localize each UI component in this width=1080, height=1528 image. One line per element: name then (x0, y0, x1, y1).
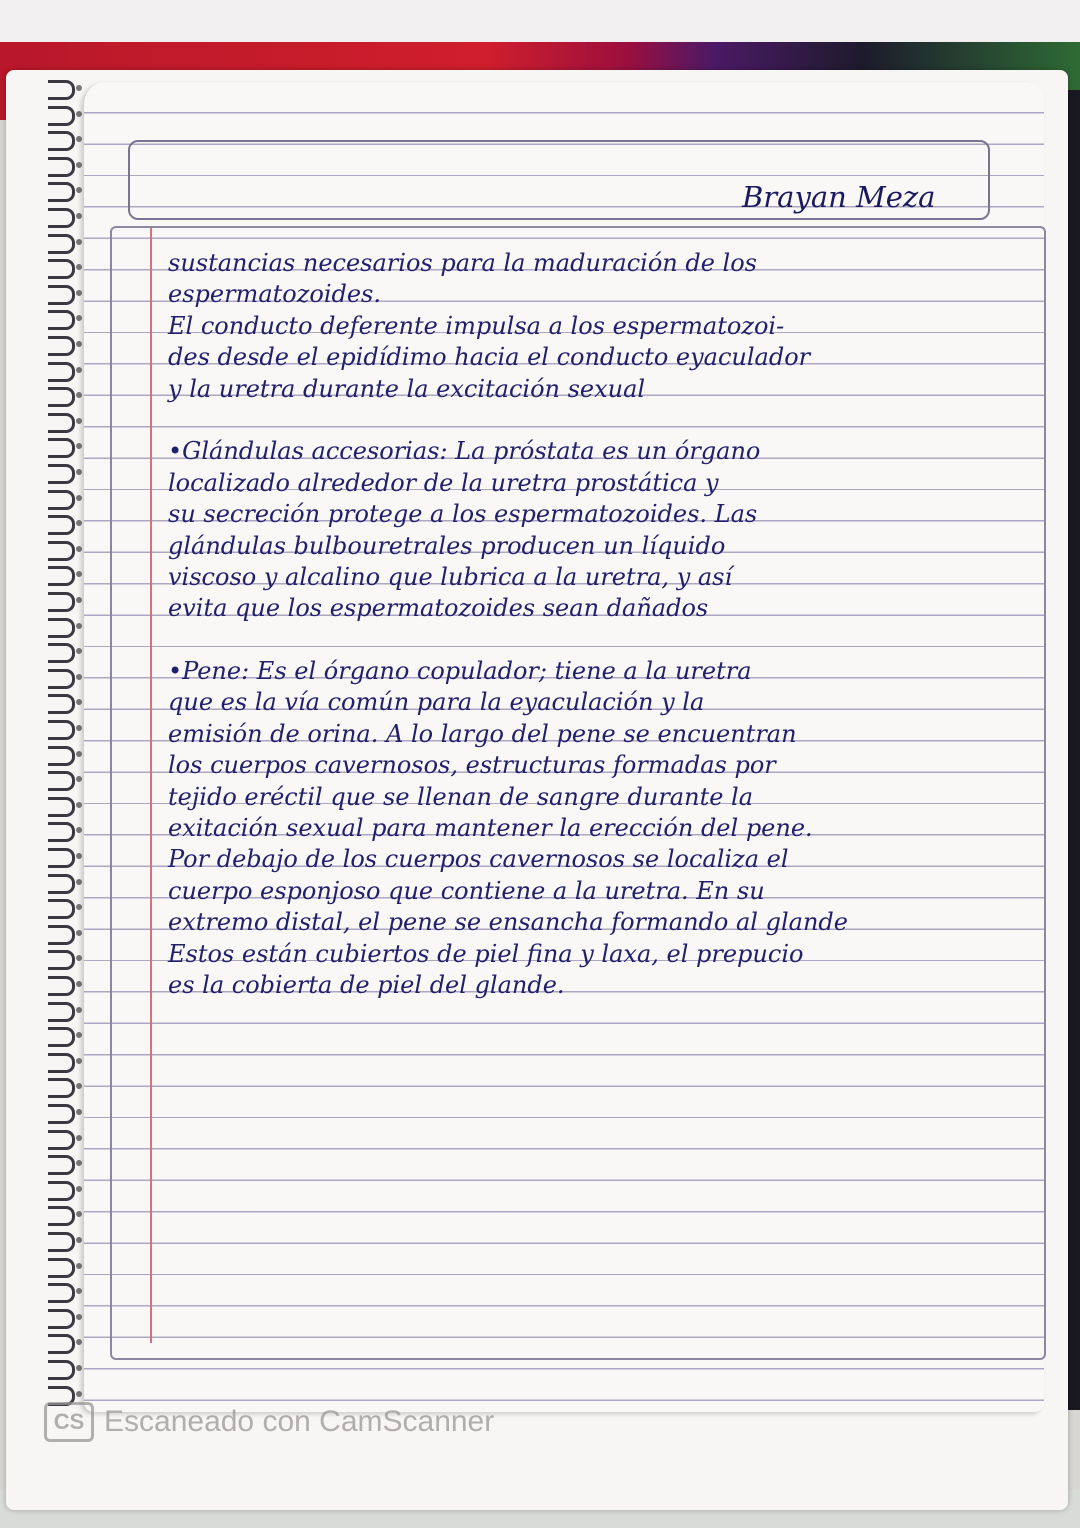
binding-hole (76, 1007, 82, 1013)
watermark-text: Escaneado con CamScanner (104, 1405, 495, 1438)
binding-ring (48, 541, 75, 561)
binding-ring (48, 464, 75, 484)
binding-ring (48, 592, 75, 612)
binding-hole (76, 1135, 82, 1141)
binding-ring (48, 797, 75, 817)
binding-hole (76, 1186, 82, 1192)
camscanner-watermark (44, 1402, 494, 1442)
binding-ring (48, 285, 75, 305)
binding-ring (48, 182, 75, 202)
text-line: tejido eréctil que se llenan de sangre durante la (168, 782, 754, 811)
binding-ring (48, 515, 75, 535)
binding-ring (48, 899, 75, 919)
binding-ring (48, 208, 75, 228)
binding-hole (76, 1391, 82, 1397)
binding-hole (76, 469, 82, 475)
binding-hole (76, 495, 82, 501)
binding-hole (76, 1365, 82, 1371)
binding-ring (48, 925, 75, 945)
paragraph-gap (168, 405, 1018, 436)
binding-hole (76, 853, 82, 859)
handwritten-text (168, 248, 1018, 1001)
binding-ring (48, 490, 75, 510)
binding-ring (48, 80, 75, 100)
paragraph-gap (168, 625, 1018, 656)
binding-ring (48, 259, 75, 279)
paragraph (168, 656, 1018, 1001)
binding-ring (48, 822, 75, 842)
binding-ring (48, 1130, 75, 1150)
binding-hole (76, 981, 82, 987)
binding-ring (48, 413, 75, 433)
binding-ring (48, 618, 75, 638)
binding-ring (48, 1206, 75, 1226)
binding-ring (48, 1027, 75, 1047)
text-line: extremo distal, el pene se ensancha formando al glande (168, 908, 848, 937)
binding-hole (76, 85, 82, 91)
binding-hole (76, 879, 82, 885)
binding-ring (48, 566, 75, 586)
binding-hole (76, 239, 82, 245)
binding-hole (76, 1237, 82, 1243)
text-line: localizado alrededor de la uretra prostática y (168, 468, 719, 497)
binding-hole (76, 162, 82, 168)
binding-ring (48, 1002, 75, 1022)
binding-hole (76, 725, 82, 731)
text-line: y la uretra durante la excitación sexual (168, 374, 646, 403)
text-line: •Pene: Es el órgano copulador; tiene a la uretra (168, 657, 752, 686)
binding-ring (48, 874, 75, 894)
binding-hole (76, 623, 82, 629)
text-line: des desde el epidídimo hacia el conducto eyaculador (168, 343, 811, 372)
text-line: Estos están cubiertos de piel fina y laxa, el prepucio (168, 939, 804, 968)
binding-ring (48, 387, 75, 407)
binding-ring (48, 1334, 75, 1354)
text-line: sustancias necesarios para la maduración de los (168, 249, 757, 277)
binding-ring (48, 771, 75, 791)
binding-hole (76, 213, 82, 219)
binding-ring (48, 669, 75, 689)
binding-ring (48, 1258, 75, 1278)
binding-ring (48, 1155, 75, 1175)
text-line: Por debajo de los cuerpos cavernosos se localiza el (168, 845, 789, 874)
binding-ring (48, 362, 75, 382)
text-line: los cuerpos cavernosos, estructuras formadas por (168, 751, 776, 780)
text-line: su secreción protege a los espermatozoides. Las (168, 500, 758, 529)
binding-ring (48, 694, 75, 714)
binding-hole (76, 802, 82, 808)
text-line: exitación sexual para mantener la erección del pene. (168, 814, 813, 843)
binding-ring (48, 157, 75, 177)
binding-hole (76, 418, 82, 424)
text-line: El conducto deferente impulsa a los espermatozoi- (168, 311, 785, 340)
binding-ring (48, 1053, 75, 1073)
text-line: viscoso y alcalino que lubrica a la uretra, y así (168, 562, 733, 591)
binding-ring (48, 643, 75, 663)
paragraph (168, 436, 1018, 624)
binding-hole (76, 367, 82, 373)
binding-ring (48, 1181, 75, 1201)
text-line: emisión de orina. A lo largo del pene se encuentran (168, 719, 797, 748)
binding-hole (76, 930, 82, 936)
binding-hole (76, 751, 82, 757)
binding-ring (48, 1360, 75, 1380)
binding-hole (76, 290, 82, 296)
spiral-binding (0, 80, 75, 1410)
binding-hole (76, 674, 82, 680)
binding-ring (48, 438, 75, 458)
binding-hole (76, 1058, 82, 1064)
binding-ring (48, 720, 75, 740)
text-line: glándulas bulbouretrales producen un líquido (168, 531, 726, 560)
background-top-strip (0, 0, 1080, 42)
text-line: cuerpo esponjoso que contiene a la uretra. En su (168, 876, 765, 905)
text-line: espermatozoides. (168, 280, 381, 309)
binding-hole (76, 341, 82, 347)
binding-ring (48, 1104, 75, 1124)
paragraph (168, 248, 1018, 405)
binding-ring (48, 976, 75, 996)
binding-hole (76, 1314, 82, 1320)
binding-hole (76, 597, 82, 603)
binding-ring (48, 234, 75, 254)
margin-line (150, 228, 152, 1343)
binding-ring (48, 746, 75, 766)
binding-ring (48, 310, 75, 330)
binding-ring (48, 336, 75, 356)
binding-ring (48, 106, 75, 126)
binding-ring (48, 1283, 75, 1303)
binding-ring (48, 1078, 75, 1098)
text-line: que es la vía común para la eyaculación y la (168, 688, 705, 717)
binding-hole (76, 546, 82, 552)
binding-hole (76, 111, 82, 117)
text-line: es la cobierta de piel del glande. (168, 970, 565, 999)
camscanner-logo-icon: CS (44, 1402, 94, 1442)
binding-ring (48, 848, 75, 868)
binding-ring (48, 1309, 75, 1329)
binding-ring (48, 950, 75, 970)
text-line: •Glándulas accesorias: La próstata es un órgano (168, 437, 761, 466)
text-line: evita que los espermatozoides sean dañados (168, 594, 709, 623)
binding-ring (48, 131, 75, 151)
binding-hole (76, 1109, 82, 1115)
author-name: Brayan Meza (742, 180, 936, 214)
binding-hole (76, 1263, 82, 1269)
binding-ring (48, 1232, 75, 1252)
